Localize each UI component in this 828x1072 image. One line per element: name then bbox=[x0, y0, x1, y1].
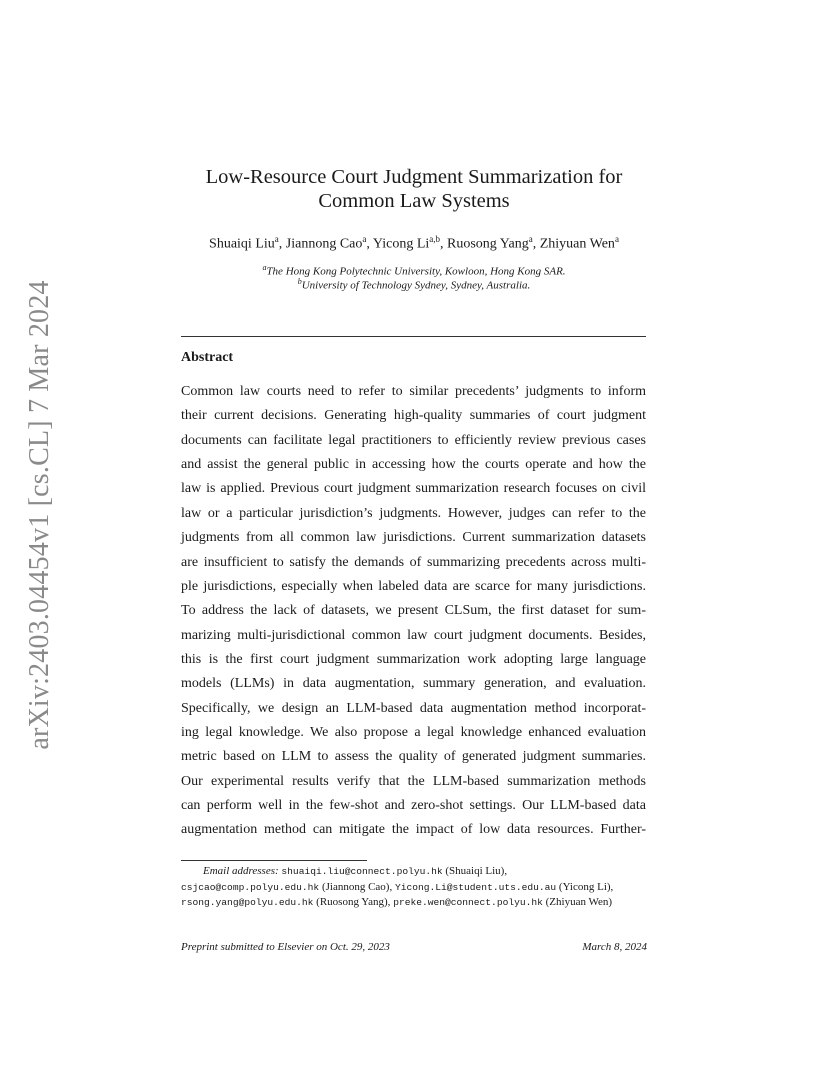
author-name: Ruosong Yang bbox=[447, 236, 529, 252]
abstract-line: models (LLMs) in data augmentation, summary generation, and evaluation. bbox=[181, 676, 646, 692]
arxiv-sidebar-stamp bbox=[15, 280, 65, 750]
affiliation-a bbox=[180, 263, 648, 278]
paper-title bbox=[180, 165, 648, 213]
email-owner: (Zhiyuan Wen) bbox=[545, 896, 613, 908]
author-list: Shuaiqi Liu$^a$, Jiannong Cao$^a$, Yicong Li$^{a,b}$, Ruosong Yang$^a$, Zhiyuan Wen$^a$ bbox=[209, 234, 619, 252]
email-address-link[interactable]: Yicong.Li@student.uts.edu.au bbox=[394, 881, 557, 893]
affiliation-b bbox=[180, 277, 648, 292]
abstract-line: law or a particular jurisdiction’s judgments. However, judges can refer to the bbox=[181, 505, 646, 521]
email-address-link[interactable]: preke.wen@connect.polyu.hk bbox=[393, 897, 543, 908]
affiliation-text: The Hong Kong Polytechnic University, Kowloon, Hong Kong SAR. bbox=[266, 265, 566, 278]
email-owner: (Jiannong Cao), bbox=[321, 880, 393, 893]
abstract-line: are insufficient to satisfy the demands of summarizing precedents across multi- bbox=[181, 554, 646, 570]
abstract-line: ing legal knowledge. We also propose a legal knowledge enhanced evaluation bbox=[181, 725, 646, 741]
abstract-line: can perform well in the few-shot and zero-shot settings. Our LLM-based data bbox=[181, 798, 646, 814]
email-address-link[interactable]: csjcao@comp.polyu.edu.hk bbox=[181, 881, 320, 893]
footer-date: March 8, 2024 bbox=[582, 941, 647, 953]
email-address-link[interactable]: rsong.yang@polyu.edu.hk bbox=[181, 897, 314, 908]
email-owner: (Ruosong Yang), bbox=[316, 896, 391, 908]
abstract-line: law is applied. Previous court judgment summarization research focuses on civil bbox=[181, 481, 646, 497]
abstract-line: ple jurisdictions, especially when labeled data are scarce for many jurisdictions. bbox=[181, 578, 646, 594]
title-line-1: Low-Resource Court Judgment Summarization for bbox=[205, 166, 623, 188]
abstract-line: Our experimental results verify that the LLM-based summarization methods bbox=[181, 773, 646, 789]
author-name: Zhiyuan Wen bbox=[539, 236, 615, 252]
author-affil-mark: a bbox=[614, 234, 619, 244]
abstract-heading: Abstract bbox=[181, 350, 234, 365]
abstract-line: documents can facilitate legal practitioners to efficiently review previous cases bbox=[181, 432, 646, 448]
author-name: Shuaiqi Liu bbox=[209, 236, 275, 252]
email-owner: (Shuaiqi Liu), bbox=[445, 865, 508, 877]
footnote-rule bbox=[181, 860, 367, 861]
email-label: Email addresses: bbox=[203, 865, 279, 877]
author-affil-mark: a bbox=[362, 234, 367, 244]
author-affil-mark: a bbox=[274, 234, 279, 244]
abstract-body bbox=[181, 380, 646, 843]
affiliation-text: University of Technology Sydney, Sydney, Australia. bbox=[301, 279, 531, 292]
affiliation-mark: a bbox=[262, 263, 267, 272]
arxiv-identifier: arXiv:2403.04454v1 [cs.CL] 7 Mar 2024 bbox=[24, 280, 55, 750]
title-line-2: Common Law Systems bbox=[318, 190, 510, 212]
affiliation-mark: b bbox=[297, 277, 302, 286]
abstract-line: this is the first court judgment summarization work adopting large language bbox=[181, 651, 646, 667]
author-name: Yicong Li bbox=[372, 236, 430, 252]
abstract-line: Specifically, we design an LLM-based data augmentation method incorporat- bbox=[181, 700, 646, 716]
email-owner: (Yicong Li), bbox=[558, 880, 614, 893]
abstract-line: judgments from all common law jurisdictions. Current summarization datasets bbox=[181, 530, 646, 546]
email-footnote bbox=[181, 864, 646, 911]
preprint-notice: Preprint submitted to Elsevier on Oct. 29, 2023 bbox=[181, 941, 390, 953]
abstract-line: augmentation method can mitigate the impact of low data resources. Further- bbox=[181, 822, 646, 838]
abstract-line: and assist the general public in accessing how the courts operate and how the bbox=[181, 457, 646, 473]
abstract-top-rule bbox=[181, 336, 646, 337]
abstract-line: metric based on LLM to assess the quality of generated judgment summaries. bbox=[181, 749, 646, 765]
abstract-line: marizing multi-jurisdictional common law court judgment documents. Besides, bbox=[181, 627, 646, 643]
email-address-link[interactable]: shuaiqi.liu@connect.polyu.hk bbox=[281, 866, 443, 877]
abstract-line: their current decisions. Generating high-quality summaries of court judgment bbox=[181, 408, 646, 424]
author-affil-mark: a bbox=[528, 234, 533, 244]
abstract-line: Common law courts need to refer to similar precedents’ judgments to inform bbox=[181, 384, 646, 399]
author-name: Jiannong Cao bbox=[285, 236, 363, 252]
abstract-line: To address the lack of datasets, we present CLSum, the first dataset for sum- bbox=[181, 603, 646, 619]
author-affil-mark: a,b bbox=[429, 234, 441, 244]
